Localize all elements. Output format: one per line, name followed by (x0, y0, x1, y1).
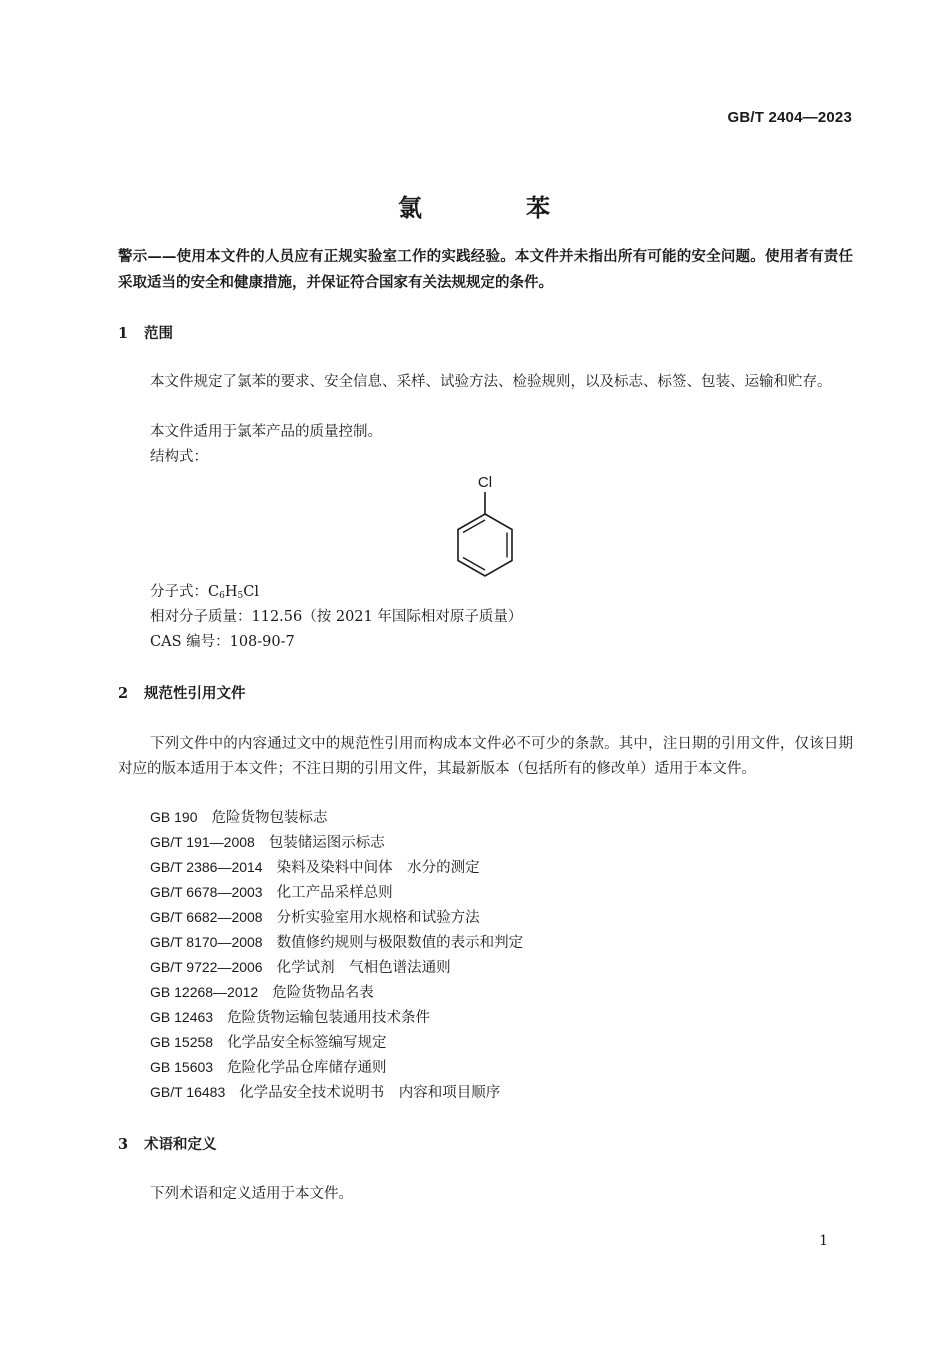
reference-item (150, 1055, 523, 1080)
reference-title: 数值修约规则与极限数值的表示和判定 (276, 935, 524, 951)
formula-label: 分子式： (150, 584, 208, 600)
section-2-title: 规范性引用文件 (144, 685, 246, 702)
structure-ring (458, 514, 512, 576)
reference-code: GB/T 191—2008 (150, 834, 255, 850)
chlorobenzene-structure (440, 470, 530, 582)
title-char-1: 氯 (398, 193, 424, 222)
reference-item (150, 980, 523, 1005)
section-2-heading (118, 682, 246, 703)
formula-h: H (224, 584, 238, 600)
reference-code: GB/T 6678—2003 (150, 884, 263, 900)
structure-cl-label: Cl (477, 474, 493, 491)
reference-title: 化工产品采样总则 (276, 885, 393, 901)
section-3-heading (118, 1133, 217, 1154)
reference-item (150, 1080, 523, 1105)
reference-code: GB/T 9722—2006 (150, 959, 263, 975)
formula-cl: Cl (243, 584, 259, 600)
section-3-number: 3 (118, 1136, 129, 1153)
document-title (0, 188, 950, 223)
molecular-mass: 相对分子质量：112.56（按 2021 年国际相对原子质量） (150, 609, 523, 625)
section-1-title: 范围 (144, 325, 173, 342)
scope-paragraph-2: 本文件适用于氯苯产品的质量控制。 (150, 424, 382, 440)
reference-item (150, 905, 523, 930)
reference-title: 分析实验室用水规格和试验方法 (276, 910, 480, 926)
reference-item (150, 1030, 523, 1055)
reference-title: 化学品安全标签编写规定 (227, 1035, 387, 1051)
reference-item (150, 805, 523, 830)
reference-title: 化学试剂 气相色谱法通则 (276, 960, 451, 976)
formula-h-sub: 5 (237, 591, 244, 601)
reference-title: 危险化学品仓库储存通则 (227, 1060, 387, 1076)
reference-code: GB/T 6682—2008 (150, 909, 263, 925)
section-2-number: 2 (118, 685, 129, 702)
formula-c-sub: 6 (219, 591, 225, 601)
reference-title: 危险货物包装标志 (211, 810, 328, 826)
reference-code: GB 15258 (150, 1034, 214, 1050)
reference-item (150, 955, 523, 980)
reference-code: GB/T 2386—2014 (150, 859, 263, 875)
reference-title: 染料及染料中间体 水分的测定 (276, 860, 480, 876)
reference-code: GB 15603 (150, 1059, 214, 1075)
reference-code: GB 190 (150, 809, 198, 825)
terms-paragraph: 下列术语和定义适用于本文件。 (150, 1186, 353, 1202)
reference-title: 包装储运图示标志 (268, 835, 385, 851)
reference-code: GB 12268—2012 (150, 984, 259, 1000)
section-3-title: 术语和定义 (144, 1136, 217, 1153)
section-1-number: 1 (118, 325, 129, 342)
reference-list (150, 805, 523, 1105)
reference-item (150, 880, 523, 905)
reference-item (150, 855, 523, 880)
section-1-heading (118, 322, 173, 343)
scope-paragraph-1: 本文件规定了氯苯的要求、安全信息、采样、试验方法、检验规则，以及标志、标签、包装、运输和贮存。 (150, 374, 832, 390)
reference-title: 化学品安全技术说明书 内容和项目顺序 (239, 1085, 501, 1101)
reference-item (150, 830, 523, 855)
reference-code: GB/T 8170—2008 (150, 934, 263, 950)
reference-item (150, 930, 523, 955)
reference-code: GB 12463 (150, 1009, 214, 1025)
reference-code: GB/T 16483 (150, 1084, 226, 1100)
normative-references-paragraph: 下列文件中的内容通过文中的规范性引用而构成本文件必不可少的条款。其中，注日期的引用文件，仅该日期对应的版本适用于本文件；不注日期的引用文件，其最新版本（包括所有的修改单）适用于本文件。 (118, 736, 853, 777)
reference-title: 危险货物运输包装通用技术条件 (227, 1010, 431, 1026)
structure-double-bond-2 (463, 558, 485, 571)
reference-item (150, 1005, 523, 1030)
structure-label: 结构式： (150, 449, 208, 465)
warning-paragraph: 警示——使用本文件的人员应有正规实验室工作的实践经验。本文件并未指出所有可能的安全问题。使用者有责任采取适当的安全和健康措施，并保证符合国家有关法规规定的条件。 (118, 248, 853, 291)
reference-title: 危险货物品名表 (272, 985, 374, 1001)
standard-number: GB/T 2404—2023 (727, 109, 852, 126)
title-char-2: 苯 (526, 193, 552, 222)
formula-c: C (208, 584, 220, 600)
page-number: 1 (819, 1233, 828, 1249)
cas-number: CAS 编号：108-90-7 (150, 634, 295, 650)
structure-double-bond-3 (463, 520, 485, 533)
